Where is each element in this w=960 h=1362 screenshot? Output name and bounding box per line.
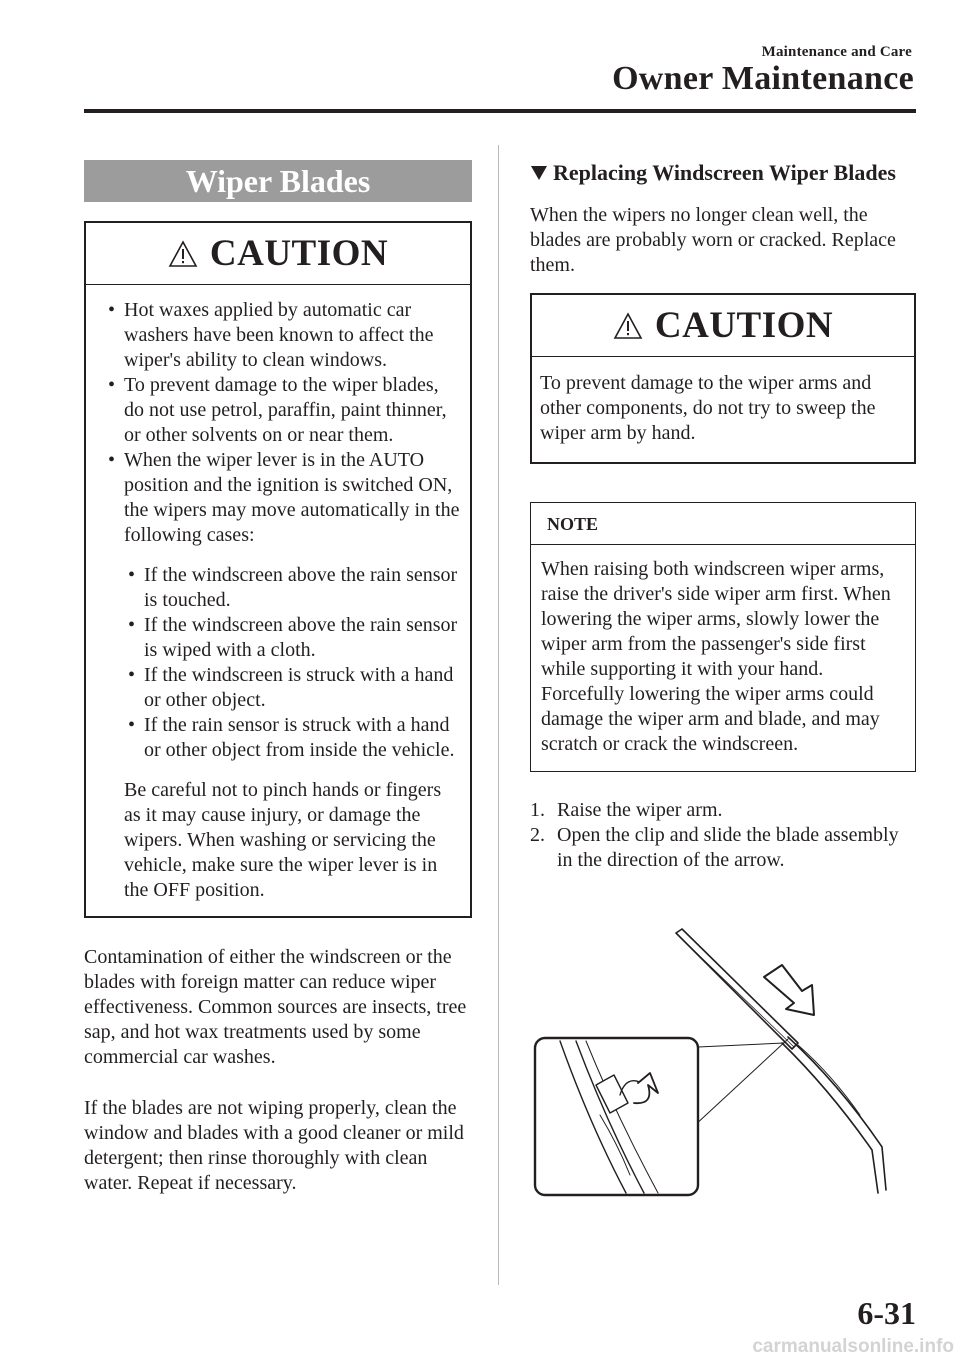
triangle-down-icon: [530, 164, 548, 182]
caution-item: • When the wiper lever is in the AUTO position and the ignition is switched ON, the wipers may move automatically in the following cases:: [108, 449, 460, 546]
intro-paragraph: When the wipers no longer clean well, the blades are probably worn or cracked. Replace them.: [530, 204, 896, 276]
caution-body: [86, 285, 470, 916]
caution-subitem: • If the windscreen is struck with a hand or other object.: [128, 664, 454, 711]
right-column: [530, 160, 916, 873]
column-divider: [498, 145, 499, 1285]
header-rule: [84, 109, 916, 113]
caution-item: • To prevent damage to the wiper blades, do not use petrol, paraffin, paint thinner, or other solvents on or near them.: [108, 374, 447, 446]
caution-subitem: • If the windscreen above the rain sensor is wiped with a cloth.: [128, 614, 458, 661]
paragraph-contamination: Contamination of either the windscreen or the blades with foreign matter can reduce wiper effectiveness. Common sources are insects, tree sap, and hot wax treatments used by some commercial car washes.: [84, 946, 467, 1068]
caution-box: [84, 221, 472, 918]
note-title: NOTE: [531, 503, 915, 545]
warning-triangle-icon: [168, 240, 198, 268]
note-text: When raising both windscreen wiper arms, raise the driver's side wiper arm first. When lowering the wiper arms, slowly lower the wiper arm from the passenger's side first while supporting it with your hand. Forcefully lowering the wiper arms could damage the wiper arm and blade, and may scratch or crack the windscreen.: [541, 558, 891, 755]
caution-subitem: • If the windscreen above the rain sensor is touched.: [128, 564, 458, 611]
caution-header: [86, 223, 470, 285]
left-column: [84, 160, 472, 1196]
caution-sublist: [86, 563, 462, 763]
replacing-heading: Replacing Windscreen Wiper Blades: [530, 160, 916, 185]
step-item: 1. Raise the wiper arm.: [530, 799, 723, 821]
caution-title: CAUTION: [209, 233, 389, 274]
chapter-title: Maintenance and Care: [761, 44, 912, 60]
wiper-blade-illustration: [530, 925, 916, 1200]
section-title: Owner Maintenance: [612, 60, 914, 97]
caution-header-2: [532, 295, 914, 357]
caution-closing: Be careful not to pinch hands or fingers as it may cause injury, or damage the wipers. When washing or servicing the vehicle, make sure the wiper lever is in the OFF position.: [124, 779, 442, 901]
watermark: carmanualsonline.info: [752, 1336, 954, 1357]
step-item: 2. Open the clip and slide the blade assembly in the direction of the arrow.: [530, 824, 899, 871]
page-number: 6-31: [857, 1295, 916, 1331]
wiper-blades-heading: Wiper Blades: [84, 160, 472, 202]
note-box: [530, 502, 916, 772]
caution-title-2: CAUTION: [654, 305, 834, 346]
caution-item: • Hot waxes applied by automatic car washers have been known to affect the wiper's ability to clean windows.: [108, 299, 434, 371]
caution-subitem: • If the rain sensor is struck with a hand or other object from inside the vehicle.: [128, 714, 455, 761]
warning-triangle-icon: [613, 312, 643, 340]
steps-list: [530, 798, 916, 873]
caution-list: [86, 298, 462, 548]
caution-text-2: To prevent damage to the wiper arms and other components, do not try to sweep the wiper arm by hand.: [540, 372, 876, 444]
caution-box-2: [530, 293, 916, 464]
paragraph-cleaning: If the blades are not wiping properly, clean the window and blades with a good cleaner or mild detergent; then rinse thoroughly with clean water. Repeat if necessary.: [84, 1097, 464, 1194]
